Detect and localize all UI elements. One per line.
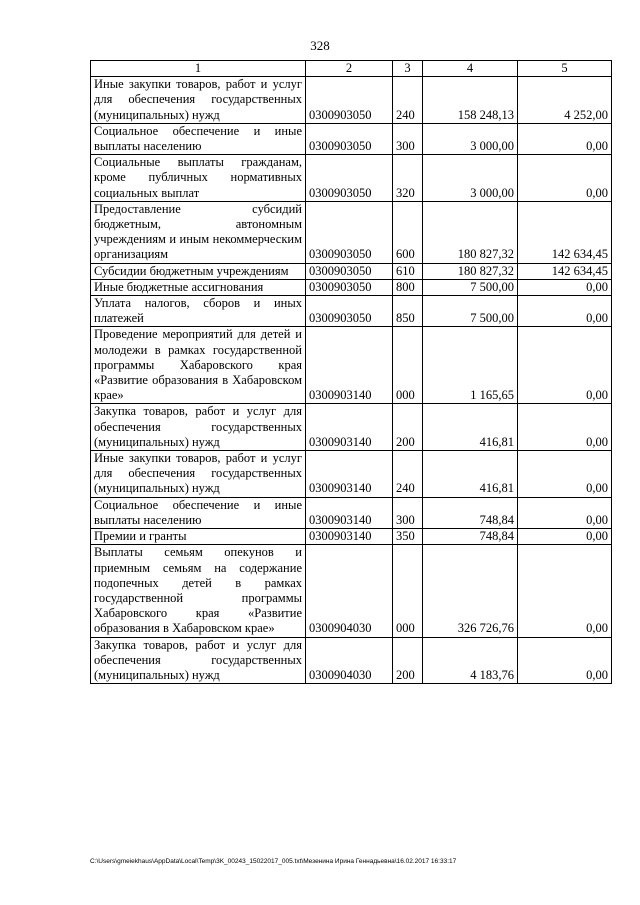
- row-amount-col5: 0,00: [518, 451, 612, 498]
- row-amount-col4: 180 827,32: [423, 263, 518, 279]
- row-amount-col4: 3 000,00: [423, 155, 518, 202]
- row-amount-col5: 0,00: [518, 529, 612, 545]
- column-header-4: 4: [423, 61, 518, 77]
- row-description: Закупка товаров, работ и услуг для обеспечения государственных (муниципальных) нужд: [91, 637, 306, 684]
- table-row: [91, 201, 612, 263]
- table-row: [91, 279, 612, 295]
- row-amount-col4: 7 500,00: [423, 296, 518, 327]
- row-description: Премии и гранты: [91, 529, 306, 545]
- table-row: [91, 77, 612, 124]
- row-amount-col4: 416,81: [423, 451, 518, 498]
- page-number: 328: [310, 38, 330, 53]
- row-target-code: 0300903050: [306, 263, 393, 279]
- row-expense-type: 600: [393, 201, 423, 263]
- table-row: [91, 529, 612, 545]
- row-amount-col5: 0,00: [518, 637, 612, 684]
- row-target-code: 0300903140: [306, 404, 393, 451]
- row-expense-type: 300: [393, 497, 423, 528]
- row-expense-type: 610: [393, 263, 423, 279]
- row-amount-col4: 326 726,76: [423, 545, 518, 637]
- row-amount-col4: 158 248,13: [423, 77, 518, 124]
- row-expense-type: 200: [393, 637, 423, 684]
- row-expense-type: 300: [393, 123, 423, 154]
- row-expense-type: 240: [393, 77, 423, 124]
- row-description: Иные бюджетные ассигнования: [91, 279, 306, 295]
- row-amount-col4: 180 827,32: [423, 201, 518, 263]
- row-description: Социальное обеспечение и иные выплаты населению: [91, 497, 306, 528]
- row-amount-col4: 748,84: [423, 529, 518, 545]
- table-row: [91, 497, 612, 528]
- row-description: Выплаты семьям опекунов и приемным семьям на содержание подопечных детей в рамках государственной программы Хабаровского края «Развитие образования в Хабаровском крае»: [91, 545, 306, 637]
- row-amount-col4: 3 000,00: [423, 123, 518, 154]
- row-target-code: 0300903050: [306, 77, 393, 124]
- row-target-code: 0300903050: [306, 296, 393, 327]
- column-header-1: 1: [91, 61, 306, 77]
- row-amount-col5: 0,00: [518, 296, 612, 327]
- table-row: [91, 545, 612, 637]
- row-expense-type: 200: [393, 404, 423, 451]
- row-target-code: 0300903140: [306, 529, 393, 545]
- table-row: [91, 263, 612, 279]
- row-target-code: 0300903140: [306, 497, 393, 528]
- row-amount-col4: 7 500,00: [423, 279, 518, 295]
- row-amount-col5: 0,00: [518, 123, 612, 154]
- row-amount-col5: 0,00: [518, 279, 612, 295]
- row-description: Социальное обеспечение и иные выплаты населению: [91, 123, 306, 154]
- row-amount-col5: 0,00: [518, 327, 612, 404]
- row-description: Социальные выплаты гражданам, кроме публичных нормативных социальных выплат: [91, 155, 306, 202]
- row-target-code: 0300903050: [306, 279, 393, 295]
- row-amount-col5: 0,00: [518, 545, 612, 637]
- row-expense-type: 350: [393, 529, 423, 545]
- row-description: Закупка товаров, работ и услуг для обеспечения государственных (муниципальных) нужд: [91, 404, 306, 451]
- row-amount-col5: 0,00: [518, 404, 612, 451]
- column-header-2: 2: [306, 61, 393, 77]
- row-description: Предоставление субсидий бюджетным, автономным учреждениям и иным некоммерческим организациям: [91, 201, 306, 263]
- row-description: Субсидии бюджетным учреждениям: [91, 263, 306, 279]
- table-row: [91, 637, 612, 684]
- row-target-code: 0300904030: [306, 637, 393, 684]
- row-amount-col4: 1 165,65: [423, 327, 518, 404]
- table-row: [91, 404, 612, 451]
- row-amount-col5: 0,00: [518, 155, 612, 202]
- row-amount-col5: 0,00: [518, 497, 612, 528]
- row-amount-col5: 142 634,45: [518, 263, 612, 279]
- row-description: Проведение мероприятий для детей и молодежи в рамках государственной программы Хабаровского края «Развитие образования в Хабаровском крае»: [91, 327, 306, 404]
- row-expense-type: 850: [393, 296, 423, 327]
- table-body: [91, 77, 612, 684]
- row-target-code: 0300903050: [306, 123, 393, 154]
- column-header-3: 3: [393, 61, 423, 77]
- column-header-5: 5: [518, 61, 612, 77]
- row-expense-type: 000: [393, 327, 423, 404]
- row-expense-type: 240: [393, 451, 423, 498]
- row-description: Иные закупки товаров, работ и услуг для обеспечения государственных (муниципальных) нужд: [91, 451, 306, 498]
- row-target-code: 0300903050: [306, 201, 393, 263]
- row-expense-type: 000: [393, 545, 423, 637]
- row-expense-type: 320: [393, 155, 423, 202]
- table-header-row: [91, 61, 612, 77]
- row-target-code: 0300903140: [306, 451, 393, 498]
- row-amount-col4: 416,81: [423, 404, 518, 451]
- row-amount-col4: 748,84: [423, 497, 518, 528]
- row-amount-col5: 142 634,45: [518, 201, 612, 263]
- table-row: [91, 451, 612, 498]
- table-row: [91, 123, 612, 154]
- table-row: [91, 296, 612, 327]
- row-target-code: 0300904030: [306, 545, 393, 637]
- row-expense-type: 800: [393, 279, 423, 295]
- row-description: Уплата налогов, сборов и иных платежей: [91, 296, 306, 327]
- row-description: Иные закупки товаров, работ и услуг для обеспечения государственных (муниципальных) нужд: [91, 77, 306, 124]
- budget-table: [90, 60, 612, 684]
- table-row: [91, 155, 612, 202]
- row-target-code: 0300903140: [306, 327, 393, 404]
- row-amount-col5: 4 252,00: [518, 77, 612, 124]
- file-path-footer: C:\Users\gmeiekhaus\AppData\Local\Temp\3K_00243_15022017_005.txt\Мезенина Ирина Геннадьевна\16.02.2017 16:33:17: [90, 858, 457, 865]
- row-amount-col4: 4 183,76: [423, 637, 518, 684]
- row-target-code: 0300903050: [306, 155, 393, 202]
- table-row: [91, 327, 612, 404]
